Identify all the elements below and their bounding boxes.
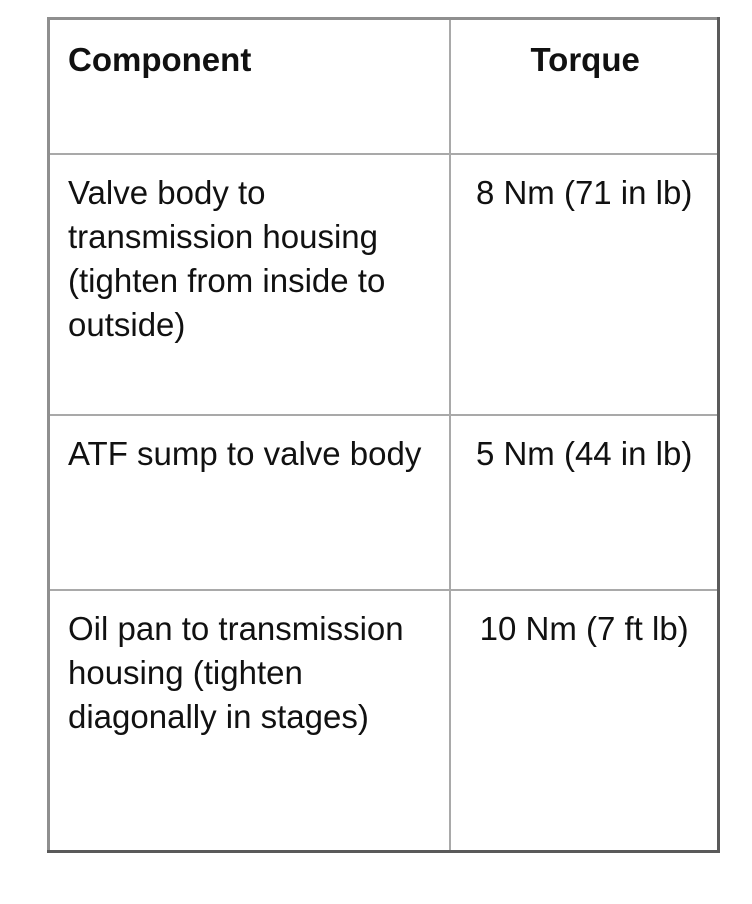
table-row	[49, 415, 719, 590]
table-header-row	[49, 19, 719, 155]
component-cell: Oil pan to transmission housing (tighten diagonally in stages)	[49, 590, 451, 852]
component-column-header: Component	[49, 19, 451, 155]
torque-cell: 10 Nm (7 ft lb)	[450, 590, 718, 852]
torque-cell: 8 Nm (71 in lb)	[450, 154, 718, 415]
torque-spec-table	[47, 17, 720, 853]
table-row	[49, 154, 719, 415]
torque-cell: 5 Nm (44 in lb)	[450, 415, 718, 590]
component-cell: ATF sump to valve body	[49, 415, 451, 590]
torque-column-header: Torque	[450, 19, 718, 155]
component-cell: Valve body to transmission housing (tighten from inside to outside)	[49, 154, 451, 415]
table-row	[49, 590, 719, 852]
